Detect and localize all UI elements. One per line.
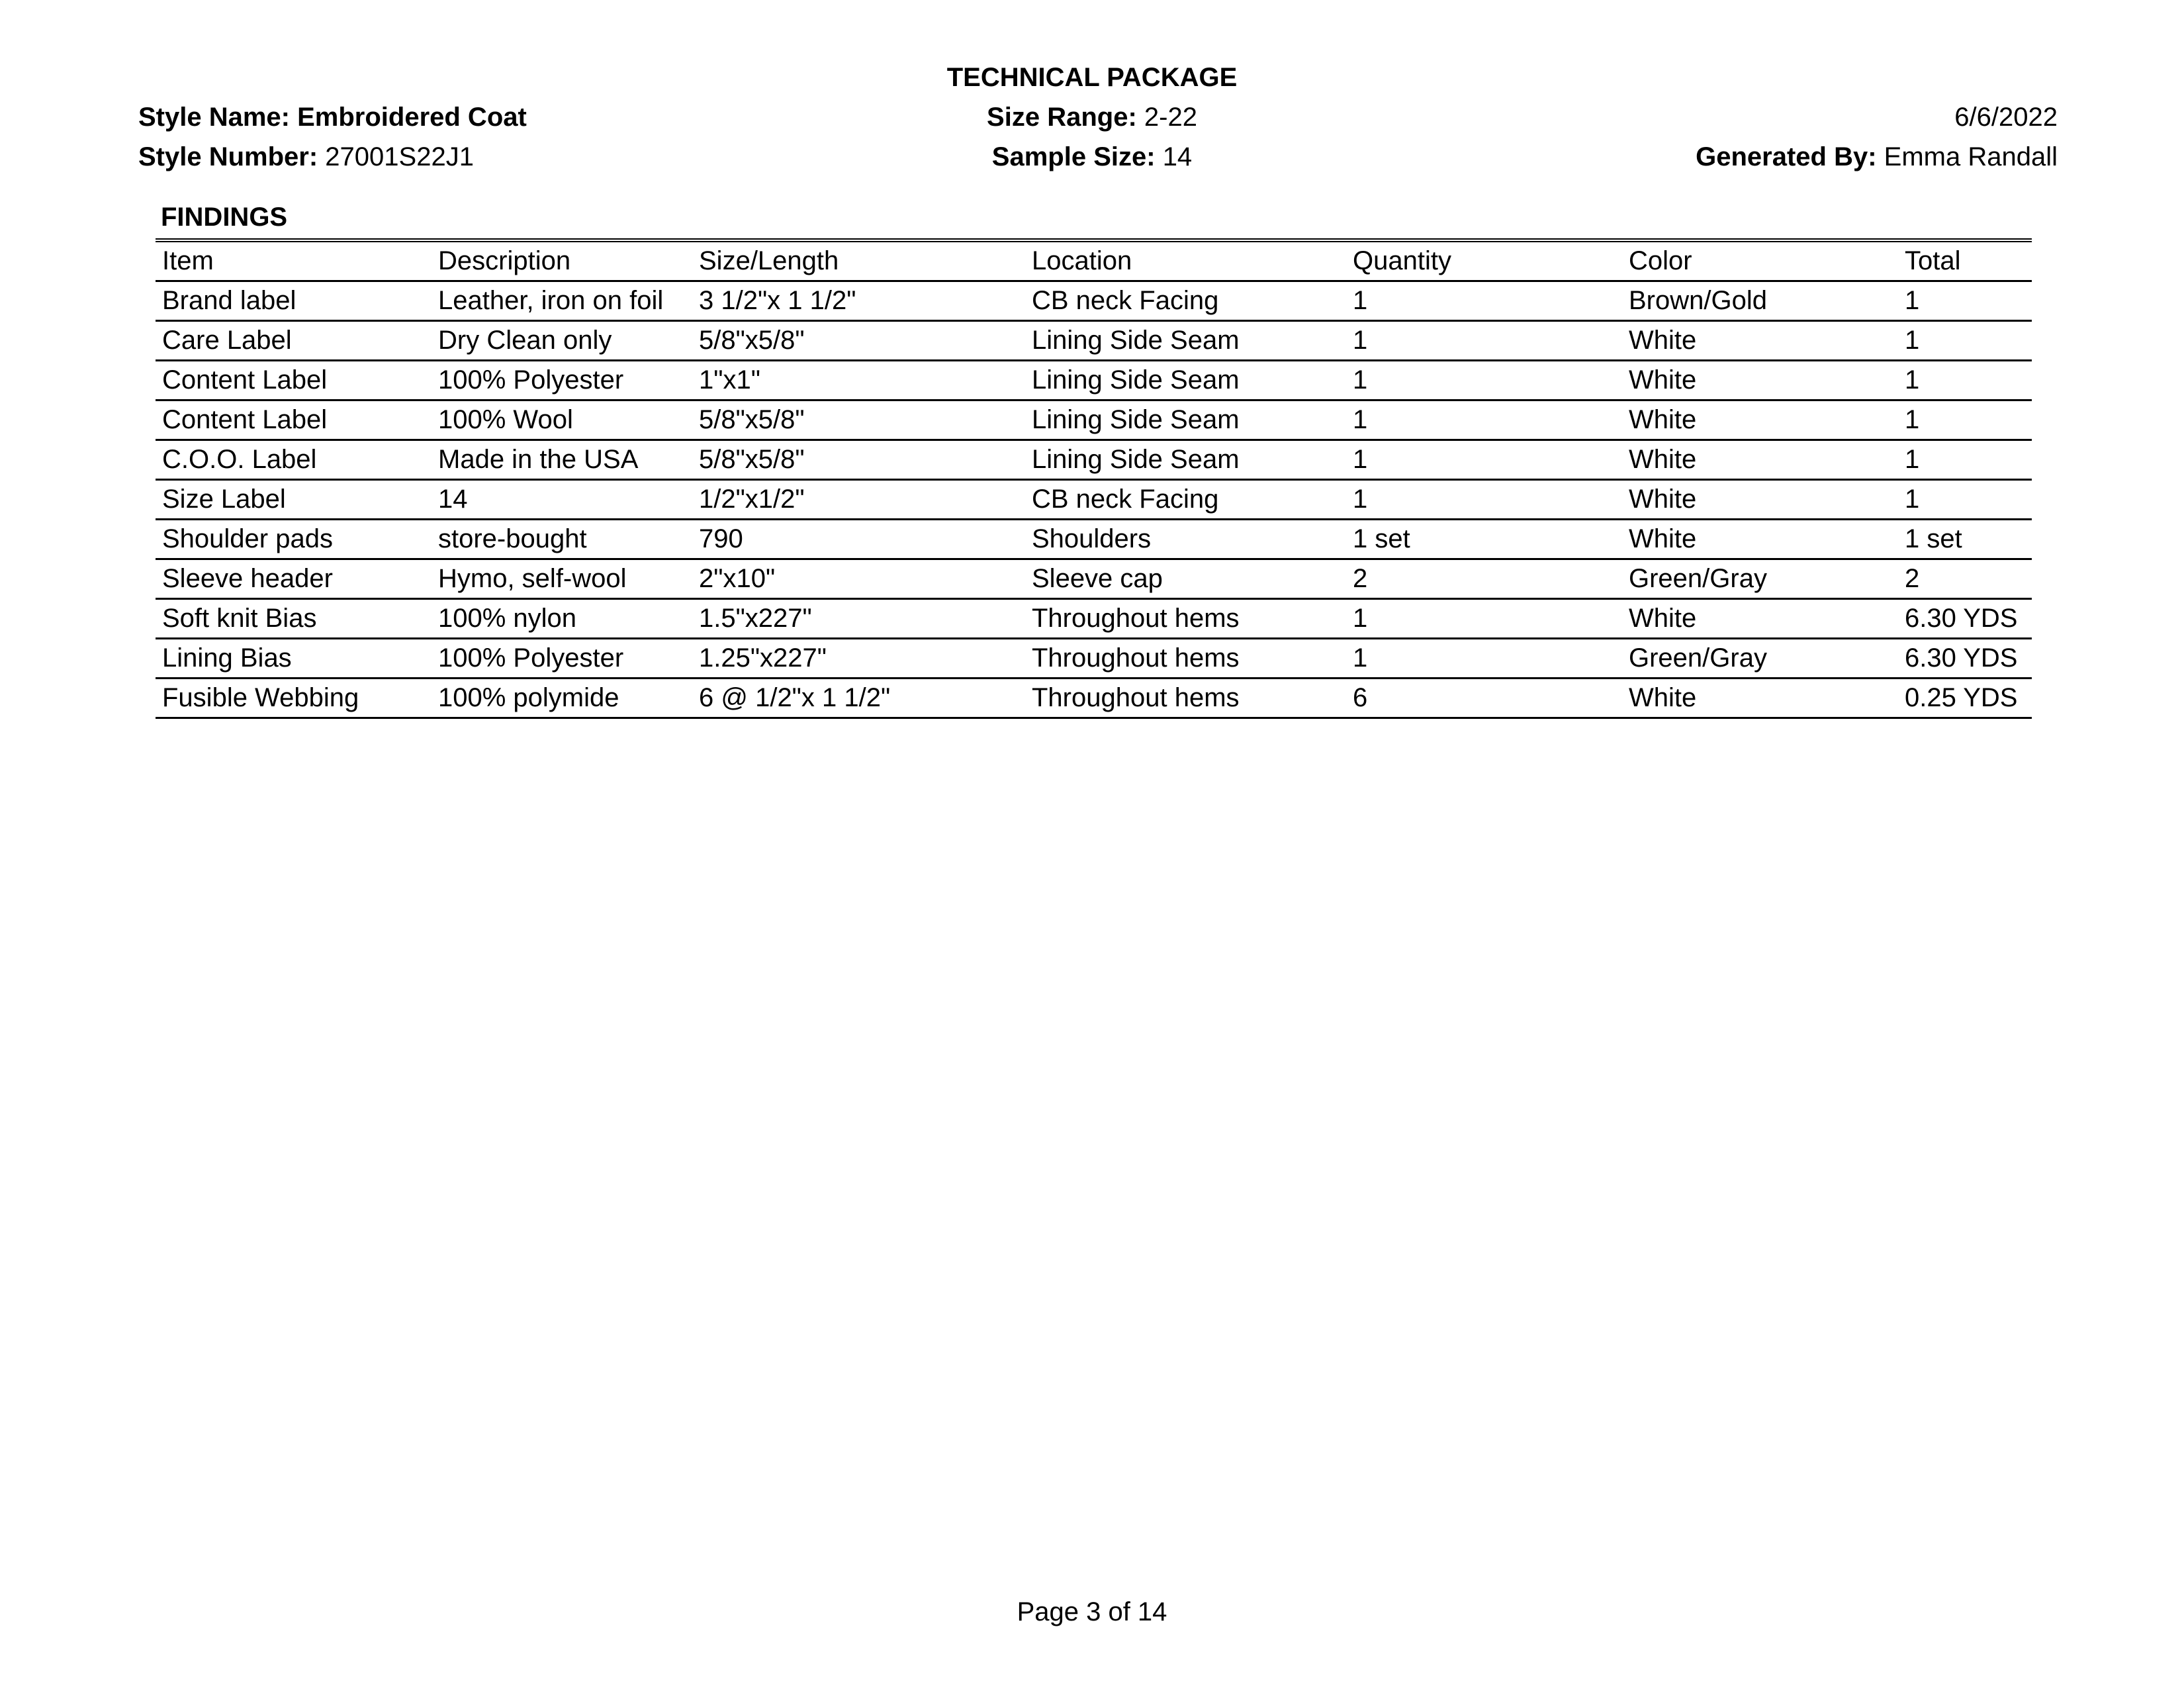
cell-total: 1 xyxy=(1898,440,2032,480)
cell-description: 100% polymide xyxy=(432,679,692,718)
cell-total: 1 xyxy=(1898,361,2032,400)
page-number: Page 3 of 14 xyxy=(1017,1597,1167,1626)
document-date: 6/6/2022 xyxy=(1954,103,2058,132)
findings-section-title: FINDINGS xyxy=(161,203,288,232)
generated-by-label: Generated By: xyxy=(1696,142,1877,171)
cell-total: 1 set xyxy=(1898,520,2032,559)
cell-size-length: 3 1/2"x 1 1/2" xyxy=(692,281,1025,321)
cell-item: Sleeve header xyxy=(156,559,432,599)
cell-color: White xyxy=(1622,599,1898,639)
cell-size-length: 1.25"x227" xyxy=(692,639,1025,679)
cell-total: 1 xyxy=(1898,321,2032,361)
cell-description: 14 xyxy=(432,480,692,520)
cell-total: 6.30 YDS xyxy=(1898,599,2032,639)
cell-item: Brand label xyxy=(156,281,432,321)
cell-total: 1 xyxy=(1898,281,2032,321)
cell-item: Lining Bias xyxy=(156,639,432,679)
cell-color: White xyxy=(1622,321,1898,361)
column-header-total: Total xyxy=(1898,240,2032,281)
cell-size-length: 790 xyxy=(692,520,1025,559)
cell-description: 100% Polyester xyxy=(432,639,692,679)
cell-color: White xyxy=(1622,400,1898,440)
table-row xyxy=(156,321,2032,361)
cell-location: Throughout hems xyxy=(1025,639,1346,679)
cell-size-length: 5/8"x5/8" xyxy=(692,400,1025,440)
cell-description: Leather, iron on foil xyxy=(432,281,692,321)
cell-description: 100% Wool xyxy=(432,400,692,440)
cell-quantity: 1 xyxy=(1346,639,1622,679)
cell-item: Soft knit Bias xyxy=(156,599,432,639)
cell-location: CB neck Facing xyxy=(1025,281,1346,321)
table-row xyxy=(156,639,2032,679)
cell-location: Shoulders xyxy=(1025,520,1346,559)
cell-quantity: 1 xyxy=(1346,361,1622,400)
table-row xyxy=(156,281,2032,321)
table-header-row xyxy=(156,240,2032,281)
cell-total: 0.25 YDS xyxy=(1898,679,2032,718)
size-range-label: Size Range: xyxy=(987,103,1137,132)
cell-item: Fusible Webbing xyxy=(156,679,432,718)
cell-quantity: 1 xyxy=(1346,281,1622,321)
cell-item: Content Label xyxy=(156,361,432,400)
column-header-quantity: Quantity xyxy=(1346,240,1622,281)
style-number-value: 27001S22J1 xyxy=(325,142,474,171)
cell-location: Throughout hems xyxy=(1025,679,1346,718)
cell-size-length: 5/8"x5/8" xyxy=(692,321,1025,361)
style-number-label: Style Number: xyxy=(138,142,318,171)
size-range-value: 2-22 xyxy=(1144,103,1197,132)
cell-size-length: 6 @ 1/2"x 1 1/2" xyxy=(692,679,1025,718)
cell-description: store-bought xyxy=(432,520,692,559)
cell-quantity: 1 set xyxy=(1346,520,1622,559)
cell-color: Green/Gray xyxy=(1622,639,1898,679)
cell-description: Hymo, self-wool xyxy=(432,559,692,599)
findings-table xyxy=(156,238,2032,719)
cell-quantity: 1 xyxy=(1346,400,1622,440)
generated-by-value: Emma Randall xyxy=(1884,142,2058,171)
size-range xyxy=(0,101,2184,134)
cell-color: White xyxy=(1622,520,1898,559)
cell-size-length: 2"x10" xyxy=(692,559,1025,599)
table-row xyxy=(156,559,2032,599)
generated-by xyxy=(1696,140,2058,173)
cell-total: 2 xyxy=(1898,559,2032,599)
sample-size-label: Sample Size: xyxy=(991,142,1156,171)
cell-quantity: 2 xyxy=(1346,559,1622,599)
column-header-description: Description xyxy=(432,240,692,281)
table-row xyxy=(156,440,2032,480)
cell-color: White xyxy=(1622,480,1898,520)
cell-item: Content Label xyxy=(156,400,432,440)
cell-location: Lining Side Seam xyxy=(1025,361,1346,400)
cell-location: Lining Side Seam xyxy=(1025,321,1346,361)
table-row xyxy=(156,400,2032,440)
cell-size-length: 5/8"x5/8" xyxy=(692,440,1025,480)
column-header-color: Color xyxy=(1622,240,1898,281)
cell-location: Lining Side Seam xyxy=(1025,440,1346,480)
table-row xyxy=(156,361,2032,400)
table-row xyxy=(156,480,2032,520)
cell-total: 6.30 YDS xyxy=(1898,639,2032,679)
cell-color: White xyxy=(1622,361,1898,400)
cell-total: 1 xyxy=(1898,480,2032,520)
cell-item: Shoulder pads xyxy=(156,520,432,559)
cell-size-length: 1.5"x227" xyxy=(692,599,1025,639)
column-header-size-length: Size/Length xyxy=(692,240,1025,281)
table-body xyxy=(156,281,2032,718)
document-title: TECHNICAL PACKAGE xyxy=(946,63,1238,92)
cell-quantity: 6 xyxy=(1346,679,1622,718)
column-header-item: Item xyxy=(156,240,432,281)
cell-quantity: 1 xyxy=(1346,440,1622,480)
cell-location: CB neck Facing xyxy=(1025,480,1346,520)
cell-location: Throughout hems xyxy=(1025,599,1346,639)
cell-color: White xyxy=(1622,679,1898,718)
cell-size-length: 1"x1" xyxy=(692,361,1025,400)
cell-color: Brown/Gold xyxy=(1622,281,1898,321)
table-row xyxy=(156,599,2032,639)
cell-quantity: 1 xyxy=(1346,321,1622,361)
cell-color: White xyxy=(1622,440,1898,480)
cell-item: C.O.O. Label xyxy=(156,440,432,480)
cell-description: 100% nylon xyxy=(432,599,692,639)
cell-quantity: 1 xyxy=(1346,599,1622,639)
cell-location: Lining Side Seam xyxy=(1025,400,1346,440)
cell-size-length: 1/2"x1/2" xyxy=(692,480,1025,520)
sample-size-value: 14 xyxy=(1162,142,1193,171)
style-name: Style Name: Embroidered Coat xyxy=(138,103,527,132)
column-header-location: Location xyxy=(1025,240,1346,281)
cell-item: Size Label xyxy=(156,480,432,520)
table-row xyxy=(156,520,2032,559)
cell-quantity: 1 xyxy=(1346,480,1622,520)
cell-item: Care Label xyxy=(156,321,432,361)
cell-description: 100% Polyester xyxy=(432,361,692,400)
cell-total: 1 xyxy=(1898,400,2032,440)
cell-location: Sleeve cap xyxy=(1025,559,1346,599)
table-row xyxy=(156,679,2032,718)
cell-description: Made in the USA xyxy=(432,440,692,480)
cell-description: Dry Clean only xyxy=(432,321,692,361)
cell-color: Green/Gray xyxy=(1622,559,1898,599)
